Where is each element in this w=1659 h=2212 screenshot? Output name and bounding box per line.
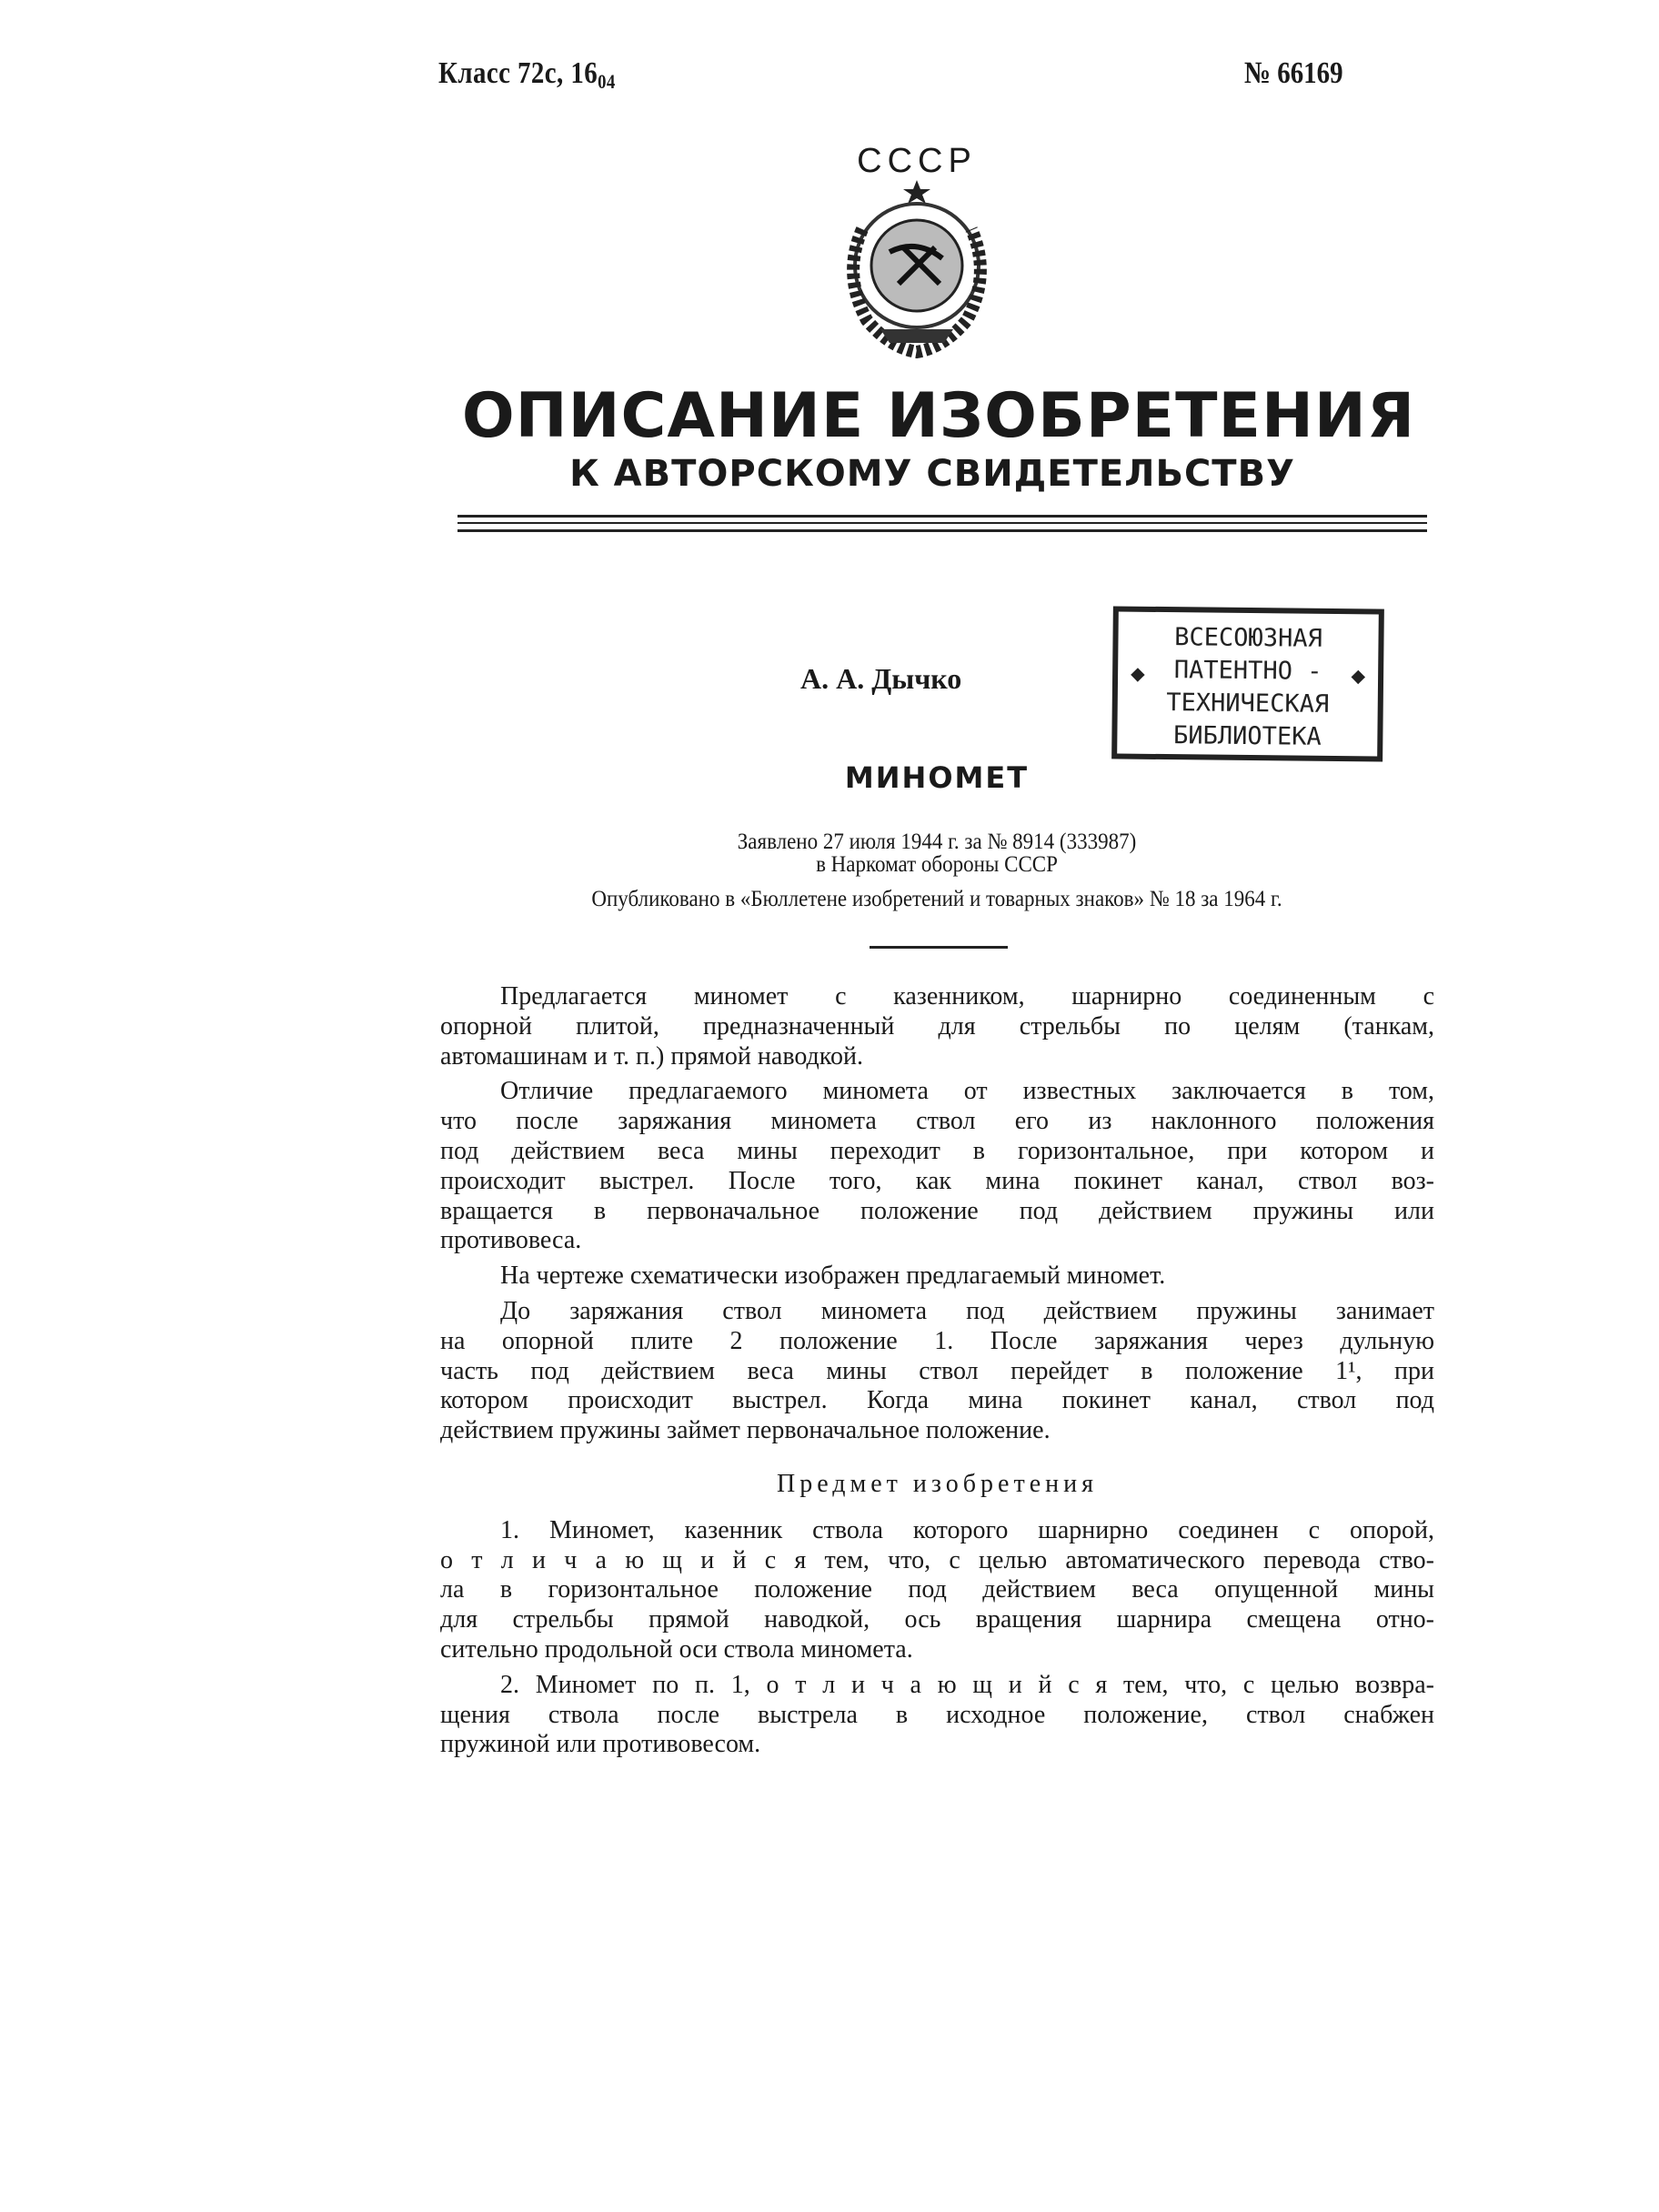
paragraph [440, 1077, 1434, 1256]
country: СССР [857, 142, 977, 180]
library-stamp [1111, 606, 1384, 761]
text-line: вращается в первоначальное положение под действием пружины или [440, 1196, 1434, 1225]
author: А. А. Дычко [800, 662, 962, 695]
text-line: На чертеже схематически изображен предлагаемый миномет. [500, 1262, 1166, 1291]
divider [457, 515, 1427, 518]
divider [457, 529, 1427, 532]
text-line: Предлагается миномет с казенником, шарнирно соединенным с [500, 982, 1434, 1010]
invention-title: МИНОМЕТ [844, 760, 1030, 795]
claims-heading: Предмет изобретения [777, 1469, 1098, 1498]
document-subtitle: К АВТОРСКОМУ СВИДЕТЕЛЬСТВУ [569, 453, 1295, 495]
claim [440, 1516, 1434, 1665]
claim [440, 1671, 1434, 1760]
text-line: происходит выстрел. После того, как мина покинет канал, ствол воз- [440, 1166, 1434, 1195]
text-line: противовеса. [440, 1226, 582, 1255]
stamp-line: ВСЕСОЮЗНАЯ [1174, 623, 1322, 653]
document-title: ОПИСАНИЕ ИЗОБРЕТЕНИЯ [461, 380, 1416, 452]
class-subscript: 04 [598, 70, 616, 93]
text-line: действием пружины займет первоначальное положение. [440, 1416, 1051, 1445]
text-line: ла в горизонтальное положение под действием веса опущенной мины [440, 1575, 1434, 1604]
stamp-line: БИБЛИОТЕКА [1172, 721, 1322, 751]
published: Опубликовано в «Бюллетене изобретений и товарных знаков» № 18 за 1964 г. [591, 887, 1282, 911]
claims [440, 1516, 1434, 1760]
paragraph [440, 982, 1434, 1071]
text-line: для стрельбы прямой наводкой, ось вращения шарнира смещена отно- [440, 1605, 1434, 1634]
stamp-line: ТЕХНИЧЕСКАЯ [1166, 689, 1330, 719]
text-line: о т л и ч а ю щ и й с я тем, что, с целью автоматического перевода ство- [440, 1545, 1434, 1574]
filed-to: в Наркомат обороны СССР [816, 852, 1058, 877]
text-line: на опорной плите 2 положение 1. После заряжания через дульную [440, 1326, 1434, 1355]
class-label: Класс 72с, 16 [438, 56, 598, 90]
text-line: опорной плитой, предназначенный для стрельбы по целям (танкам, [440, 1011, 1434, 1041]
text-line: щения ствола после выстрела в исходное положение, ствол снабжен [440, 1700, 1434, 1729]
paragraph [440, 1297, 1434, 1446]
divider [457, 522, 1427, 524]
text-line: До заряжания ствол миномета под действием пружины занимает [500, 1296, 1434, 1325]
diamond-icon: ◆ [1130, 659, 1145, 688]
text-line: часть под действием веса мины ствол перейдет в положение 1¹, при [440, 1356, 1434, 1385]
ussr-emblem-icon [826, 175, 1008, 361]
text-line: котором происходит выстрел. Когда мина покинет канал, ствол под [440, 1386, 1434, 1415]
text-line: автомашинам и т. п.) прямой наводкой. [440, 1041, 863, 1071]
stamp-line: ПАТЕНТНО - [1173, 656, 1322, 686]
text-line: пружиной или противовесом. [440, 1730, 761, 1759]
divider [870, 946, 1008, 949]
description [440, 982, 1434, 1446]
document-body [440, 982, 1434, 1765]
text-line: 1. Миномет, казенник ствола которого шарнирно соединен с опорой, [500, 1515, 1434, 1544]
diamond-icon: ◆ [1351, 662, 1366, 690]
text-line: под действием веса мины переходит в горизонтальное, при котором и [440, 1136, 1434, 1165]
text-line: Отличие предлагаемого миномета от известных заключается в том, [500, 1077, 1434, 1106]
text-line: что после заряжания миномета ствол его из наклонного положения [440, 1107, 1434, 1136]
text-line: сительно продольной оси ствола миномета. [440, 1634, 913, 1664]
text-line: 2. Миномет по п. 1, о т л и ч а ю щ и й с я тем, что, с целью возвра- [500, 1670, 1434, 1699]
patent-class [438, 56, 616, 94]
paragraph [440, 1262, 1434, 1292]
patent-number: № 66169 [1244, 56, 1343, 90]
filed-date: Заявлено 27 июля 1944 г. за № 8914 (333987) [737, 830, 1137, 854]
